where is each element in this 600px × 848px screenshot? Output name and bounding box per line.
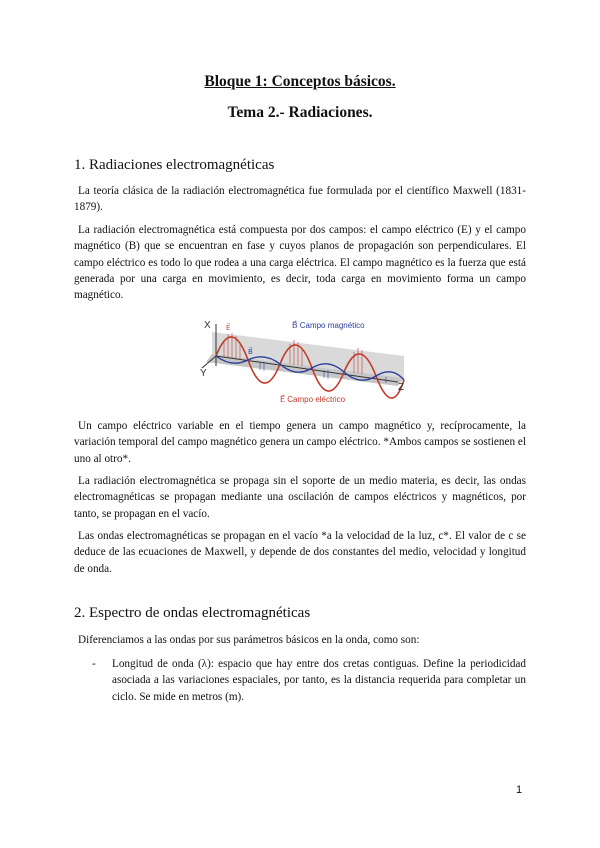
page-number: 1 — [516, 784, 523, 796]
magnetic-field-label: B⃗ Campo magnético — [292, 321, 365, 330]
section-heading-1: 1. Radiaciones electromagnéticas — [74, 157, 275, 173]
axis-z-label: Z — [398, 382, 405, 393]
paragraph-speed-of-light: Las ondas electromagnéticas se propagan en el vacío *a la velocidad de la luz, c*. El valor de c se deduce de las ecuaciones de Maxwell, y depende de dos constantes del medio, velocidad y longitud de onda. — [74, 530, 526, 575]
block-title: Bloque 1: Conceptos básicos. — [204, 73, 396, 90]
paragraph-maxwell: La teoría clásica de la radiación electromagnética fue formulada por el científico Maxwell (1831-1879). — [74, 185, 526, 214]
topic-title: Tema 2.- Radiaciones. — [227, 104, 373, 121]
bullet-marker: - — [92, 658, 96, 670]
axis-x-label: X — [204, 320, 211, 331]
bullet-wavelength: Longitud de onda (λ): espacio que hay entre dos cretas contiguas. Define la periodicidad asociada a las variaciones espaciales, por tanto, es la distancia requerida para completar un ciclo. Se mide en metros (m). — [112, 658, 526, 703]
paragraph-fields: La radiación electromagnética está compuesta por dos campos: el campo eléctrico (E) y el campo magnético (B) que se encuentran en fase y cuyos planos de propagación son perpendiculares. El campo eléctrico es todo lo que rodea a una carga eléctrica. El campo magnético es la fuerza que está generada por una carga en movimiento, es decir, toda carga en movimiento forma un campo magnético. — [74, 224, 526, 302]
em-wave-figure — [198, 316, 410, 406]
paragraph-propagation: La radiación electromagnética se propaga sin el soporte de un medio materia, es decir, las ondas electromagnéticas se propagan mediante una oscilación de campos eléctricos y magnéticos, por tanto, se propagan en el vacío. — [74, 475, 526, 520]
vector-b-label: B⃗ — [248, 349, 253, 356]
axis-y-label: Y — [200, 368, 207, 379]
vector-e-label: E⃗ — [226, 325, 231, 332]
section-heading-2: 2. Espectro de ondas electromagnéticas — [74, 605, 311, 621]
paragraph-spectrum-intro: Diferenciamos a las ondas por sus parámetros básicos en la onda, como son: — [78, 634, 420, 646]
electric-field-label: E⃗ Campo eléctrico — [280, 395, 346, 404]
paragraph-mutual-fields: Un campo eléctrico variable en el tiempo genera un campo magnético y, recíprocamente, la variación temporal del campo magnético genera un campo eléctrico. *Ambos campos se sostienen el uno al otro*. — [74, 420, 526, 465]
